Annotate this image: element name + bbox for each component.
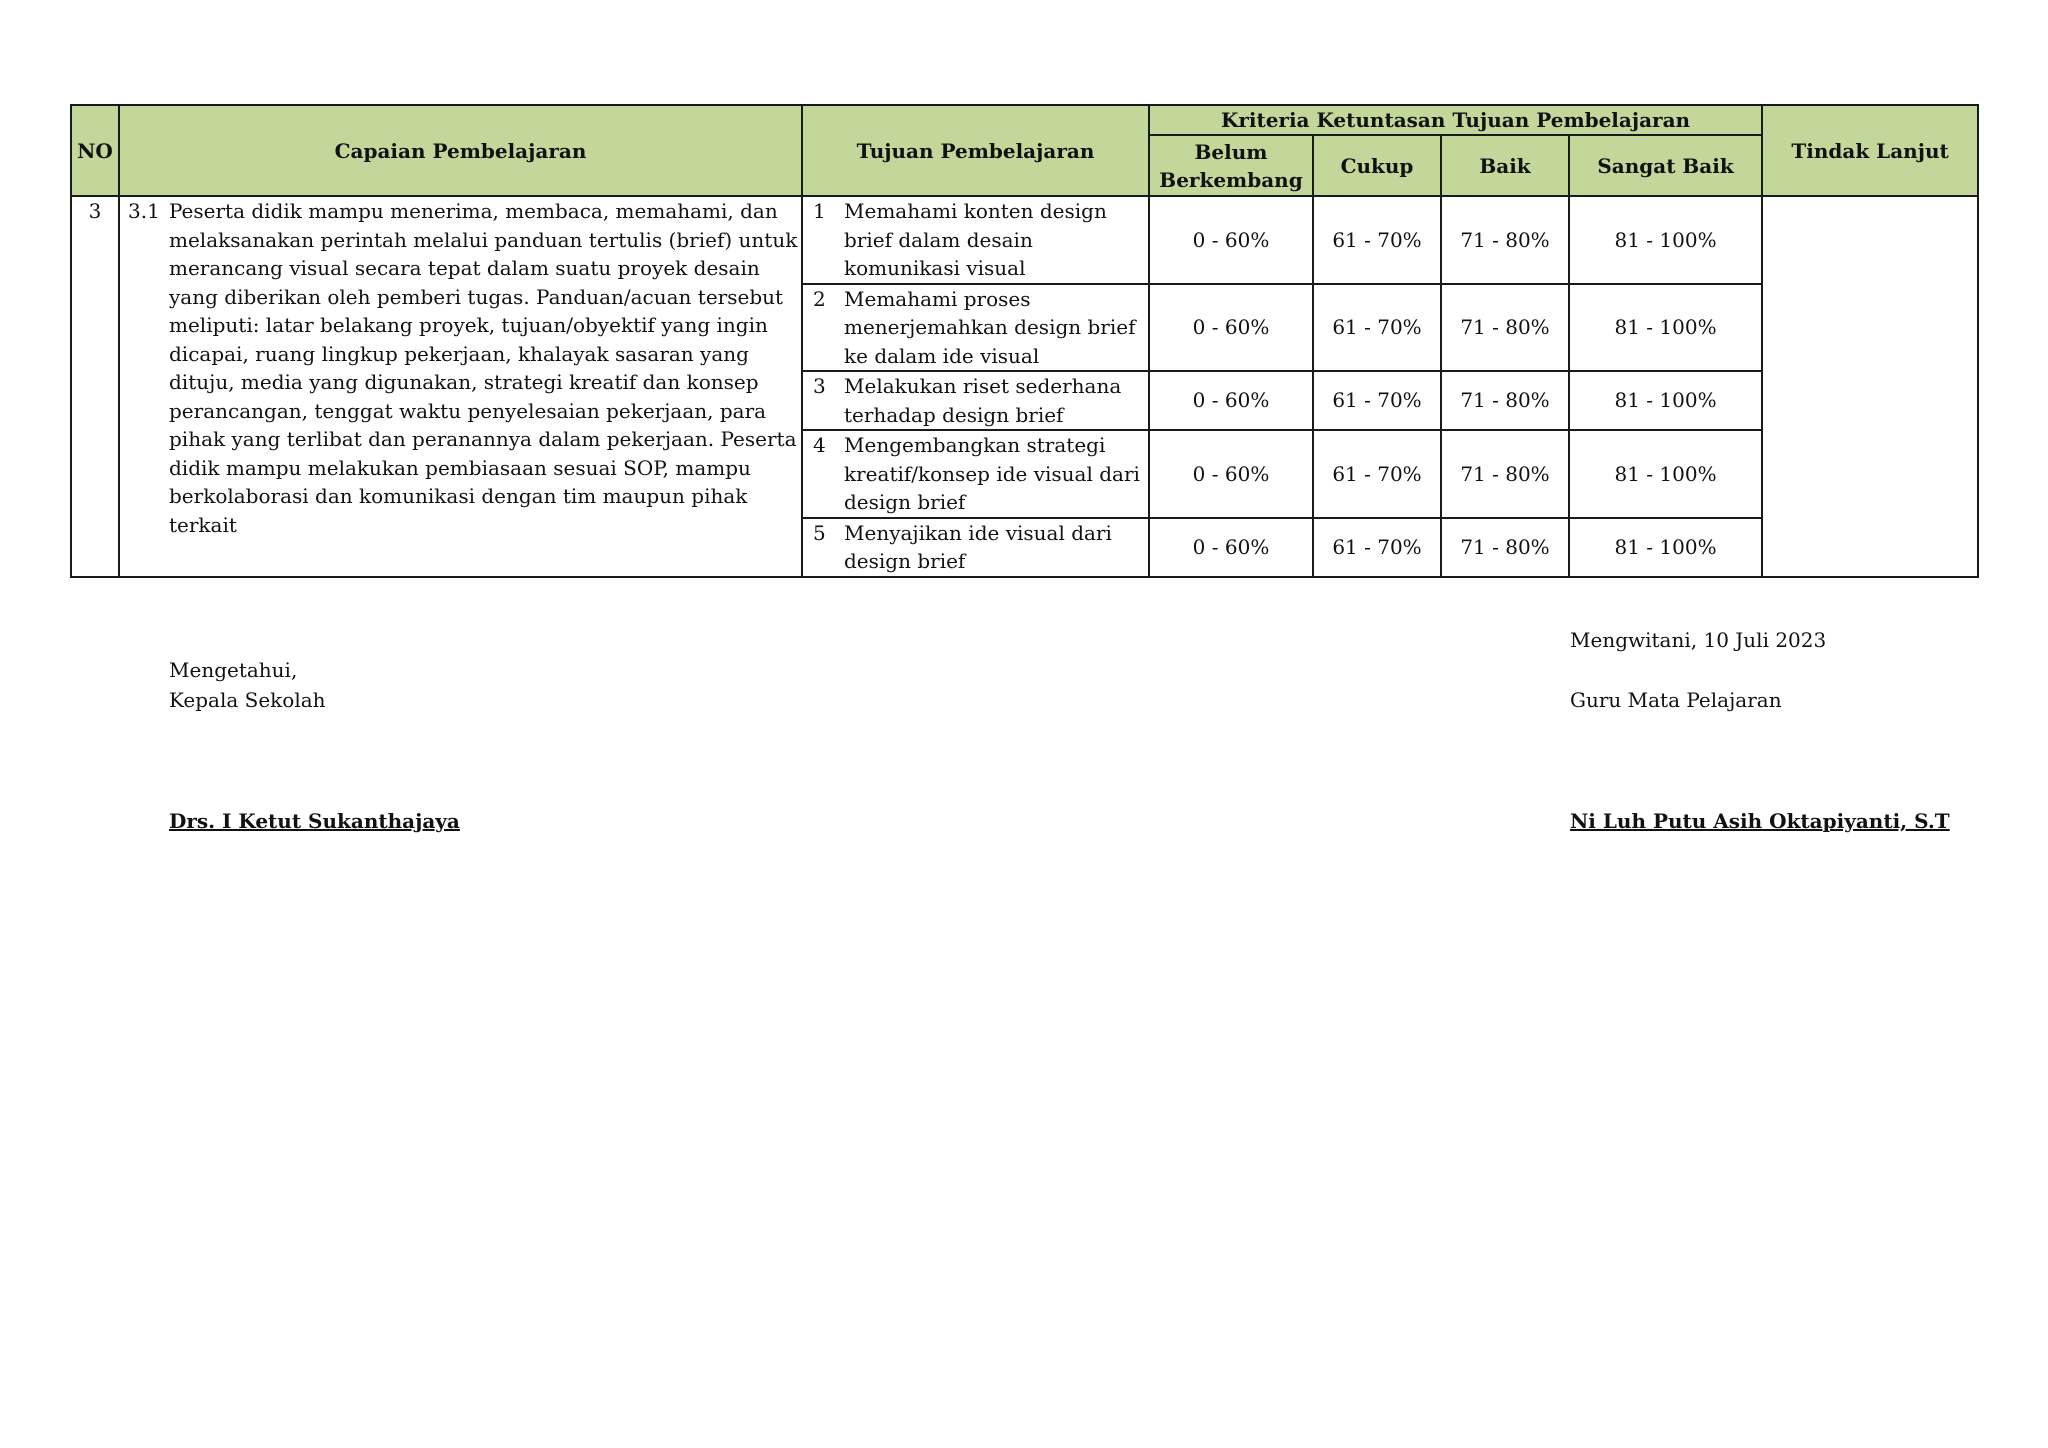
belum-berkembang-cell: 0 - 60%: [1149, 371, 1313, 430]
tindak-lanjut-cell: [1762, 196, 1978, 577]
header-sangat-baik: Sangat Baik: [1569, 135, 1762, 196]
tujuan-text: Memahami proses menerjemahkan design brief ke dalam ide visual: [844, 286, 1136, 368]
header-tindak-lanjut: Tindak Lanjut: [1762, 105, 1978, 196]
tujuan-text: Menyajikan ide visual dari design brief: [844, 520, 1112, 573]
sangat-baik-cell: 81 - 100%: [1569, 430, 1762, 518]
tujuan-cell: [802, 371, 1149, 430]
row-number: 3: [71, 196, 119, 577]
teacher-name: Ni Luh Putu Asih Oktapiyanti, S.T: [1570, 809, 1950, 833]
baik-cell: 71 - 80%: [1441, 371, 1569, 430]
baik-cell: 71 - 80%: [1441, 518, 1569, 577]
sangat-baik-cell: 81 - 100%: [1569, 371, 1762, 430]
baik-cell: 71 - 80%: [1441, 284, 1569, 372]
tujuan-number: 5: [813, 520, 826, 545]
teacher-title: Guru Mata Pelajaran: [1570, 688, 1782, 712]
belum-berkembang-cell: 0 - 60%: [1149, 518, 1313, 577]
tujuan-number: 2: [813, 286, 826, 311]
principal-title: Kepala Sekolah: [169, 688, 326, 712]
tujuan-cell: [802, 518, 1149, 577]
tujuan-cell: [802, 196, 1149, 284]
belum-berkembang-cell: 0 - 60%: [1149, 430, 1313, 518]
capaian-number: 3.1: [128, 199, 160, 223]
principal-name: Drs. I Ketut Sukanthajaya: [169, 809, 460, 833]
tujuan-text: Melakukan riset sederhana terhadap design brief: [844, 374, 1122, 427]
header-tujuan: Tujuan Pembelajaran: [802, 105, 1149, 196]
header-belum-berkembang: Belum Berkembang: [1149, 135, 1313, 196]
capaian-text: Peserta didik mampu menerima, membaca, memahami, dan melaksanakan perintah melalui panduan tertulis (brief) untuk merancang visual secara tepat dalam suatu proyek desain yang diberikan oleh pemberi tugas. Panduan/acuan tersebut meliputi: latar belakang proyek, tujuan/obyektif yang ingin dicapai, ruang lingkup pekerjaan, khalayak sasaran yang dituju, media yang digunakan, strategi kreatif dan konsep perancangan, tenggat waktu penyelesaian pekerjaan, para pihak yang terlibat dan peranannya dalam pekerjaan. Peserta didik mampu melakukan pembiasaan sesuai SOP, mampu berkolaborasi dan komunikasi dengan tim maupun pihak terkait: [169, 199, 798, 537]
tujuan-text: Memahami konten design brief dalam desain komunikasi visual: [844, 199, 1107, 280]
cukup-cell: 61 - 70%: [1313, 196, 1441, 284]
belum-berkembang-cell: 0 - 60%: [1149, 196, 1313, 284]
tujuan-number: 4: [813, 433, 826, 457]
acknowledge-label: Mengetahui,: [169, 658, 298, 682]
header-baik: Baik: [1441, 135, 1569, 196]
tujuan-cell: [802, 284, 1149, 372]
tujuan-cell: [802, 430, 1149, 518]
cukup-cell: 61 - 70%: [1313, 518, 1441, 577]
header-no: NO: [71, 105, 119, 196]
baik-cell: 71 - 80%: [1441, 430, 1569, 518]
header-cukup: Cukup: [1313, 135, 1441, 196]
sangat-baik-cell: 81 - 100%: [1569, 284, 1762, 372]
place-date: Mengwitani, 10 Juli 2023: [1570, 628, 1827, 652]
learning-objectives-table: [70, 104, 1979, 578]
baik-cell: 71 - 80%: [1441, 196, 1569, 284]
tujuan-number: 3: [813, 374, 826, 398]
header-capaian: Capaian Pembelajaran: [119, 105, 802, 196]
sangat-baik-cell: 81 - 100%: [1569, 518, 1762, 577]
tujuan-text: Mengembangkan strategi kreatif/konsep ide visual dari design brief: [844, 433, 1140, 514]
sangat-baik-cell: 81 - 100%: [1569, 196, 1762, 284]
capaian-cell: [119, 196, 802, 577]
cukup-cell: 61 - 70%: [1313, 284, 1441, 372]
header-kriteria: Kriteria Ketuntasan Tujuan Pembelajaran: [1149, 105, 1762, 135]
cukup-cell: 61 - 70%: [1313, 430, 1441, 518]
cukup-cell: 61 - 70%: [1313, 371, 1441, 430]
tujuan-number: 1: [813, 199, 826, 223]
belum-berkembang-cell: 0 - 60%: [1149, 284, 1313, 372]
